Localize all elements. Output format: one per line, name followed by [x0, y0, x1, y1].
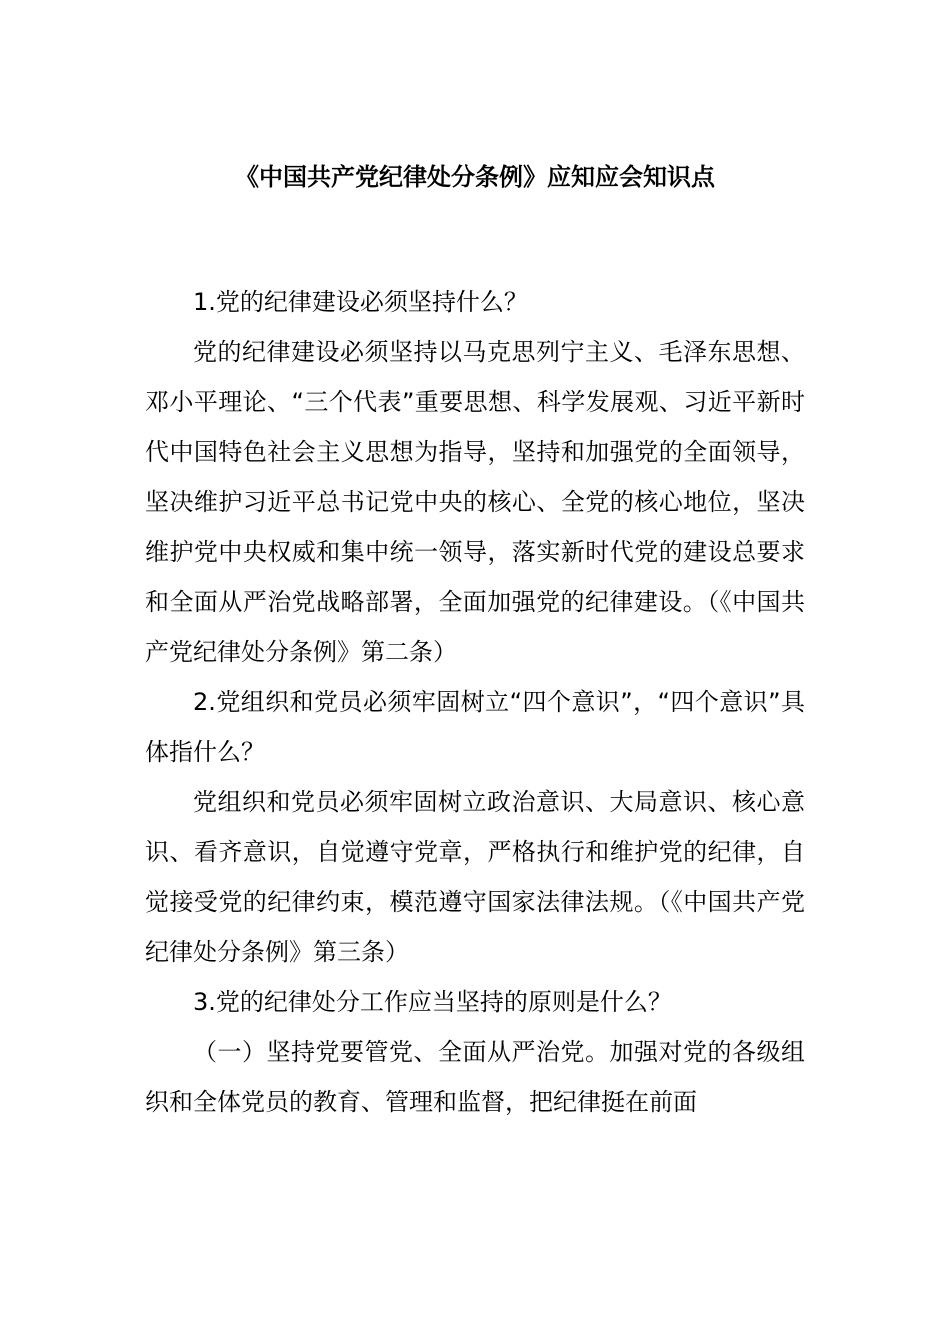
question-3: 3.党的纪律处分工作应当坚持的原则是什么？ — [193, 988, 672, 1016]
document-body — [145, 277, 805, 1127]
answer-2: 党组织和党员必须牢固树立政治意识、大局意识、核心意识、看齐意识，自觉遵守党章，严格执行和维护党的纪律，自觉接受党的纪律约束，模范遵守国家法律法规。（《中国共产党纪律处分条例》第三条） — [145, 788, 805, 966]
answer-1: 党的纪律建设必须坚持以马克思列宁主义、毛泽东思想、邓小平理论、“三个代表”重要思想、科学发展观、习近平新时代中国特色社会主义思想为指导，坚持和加强党的全面领导，坚决维护习近平总书记党中央的核心、全党的核心地位，坚决维护党中央权威和集中统一领导，落实新时代党的建设总要求和全面从严治党战略部署，全面加强党的纪律建设。（《中国共产党纪律处分条例》第二条） — [145, 338, 805, 666]
question-1: 1.党的纪律建设必须坚持什么？ — [193, 288, 528, 316]
document-title: 《中国共产党纪律处分条例》应知应会知识点 — [235, 163, 715, 191]
answer-3-partial: （一）坚持党要管党、全面从严治党。加强对党的各级组织和全体党员的教育、管理和监督，把纪律挺在前面 — [145, 1038, 805, 1116]
question-2: 2.党组织和党员必须牢固树立“四个意识”，“四个意识”具体指什么？ — [145, 688, 805, 766]
